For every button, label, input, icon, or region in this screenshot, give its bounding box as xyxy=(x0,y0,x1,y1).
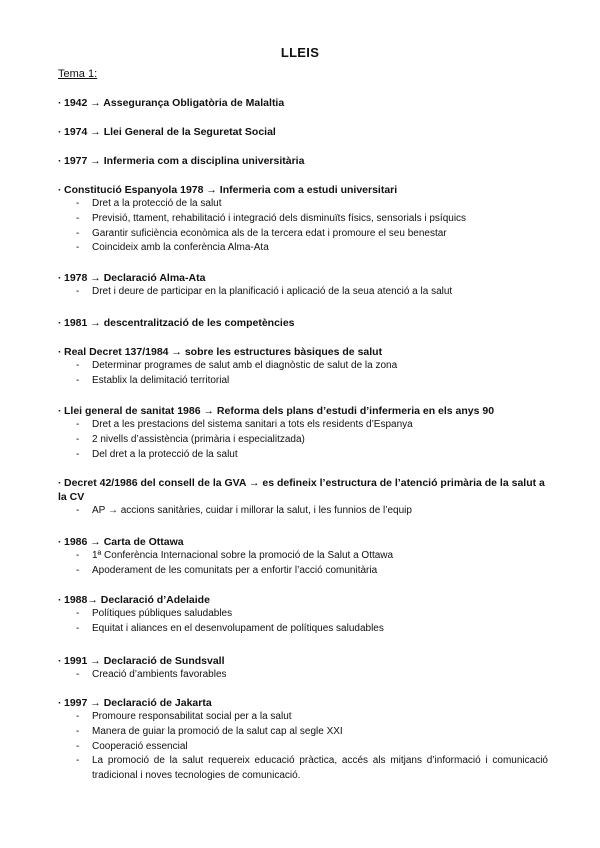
list-item: - Dret a la protecció de la salut xyxy=(58,197,548,212)
list-item: - Polítiques públiques saludables xyxy=(58,607,548,622)
law-section xyxy=(58,271,548,300)
law-section xyxy=(58,654,548,683)
law-section xyxy=(58,476,548,519)
law-section xyxy=(58,593,548,637)
law-heading: · 1981 → descentralització de les competències xyxy=(58,317,295,329)
law-section xyxy=(58,345,548,389)
law-heading: · Constitució Espanyola 1978 → Infermeria com a estudi universitari xyxy=(58,184,398,196)
dash-icon: - xyxy=(76,360,80,371)
bullet-icon: · xyxy=(58,346,62,358)
bullet-icon: · xyxy=(58,405,62,417)
law-section xyxy=(58,154,548,168)
bullet-icon: · xyxy=(58,184,62,196)
dash-icon: - xyxy=(76,433,80,445)
bullet-icon: · xyxy=(58,317,62,329)
list-item: - Dret a les prestacions del sistema sanitari a tots els residents d’Espanya xyxy=(58,418,548,433)
dash-icon: - xyxy=(76,212,80,224)
dash-icon: - xyxy=(76,374,80,386)
dash-icon: - xyxy=(76,608,80,619)
bullet-icon: · xyxy=(58,155,62,167)
dash-icon: - xyxy=(76,227,80,239)
dash-icon: - xyxy=(76,242,80,254)
list-item: - Dret i deure de participar en la planificació i aplicació de la seua atenció a la salut xyxy=(58,285,548,300)
dash-icon: - xyxy=(76,622,80,634)
bullet-icon: · xyxy=(58,126,62,138)
list-item: - Manera de guiar la promoció de la salut cap al segle XXI xyxy=(58,725,548,740)
dash-icon: - xyxy=(76,419,80,430)
law-section xyxy=(58,183,548,256)
law-section xyxy=(58,316,548,330)
law-heading: · Real Decret 137/1984 → sobre les estructures bàsiques de salut xyxy=(58,346,383,358)
law-section xyxy=(58,125,548,139)
dash-icon: - xyxy=(76,740,80,752)
law-heading: · 1991 → Declaració de Sundsvall xyxy=(58,655,225,667)
bullet-icon: · xyxy=(58,594,62,606)
list-item: - Apoderament de les comunitats per a enfortir l’acció comunitària xyxy=(58,564,548,579)
dash-icon: - xyxy=(76,505,80,516)
law-section xyxy=(58,696,548,784)
list-item: - Equitat i aliances en el desenvolupament de polítiques saludables xyxy=(58,622,548,637)
bullet-icon: · xyxy=(58,655,62,667)
law-heading: · Decret 42/1986 del consell de la GVA → es defineix l’estructura de l’atenció primària de la salut a la CV xyxy=(58,477,545,503)
law-section xyxy=(58,96,548,110)
dash-icon: - xyxy=(76,564,80,576)
list-item: - 1ª Conferència Internacional sobre la promoció de la Salut a Ottawa xyxy=(58,549,548,564)
list-item: - Garantir suficiència econòmica als de la tercera edat i promoure el seu benestar xyxy=(58,227,548,242)
law-section xyxy=(58,404,548,462)
dash-icon: - xyxy=(76,711,80,722)
dash-icon: - xyxy=(76,550,80,561)
list-item: - Establix la delimitació territorial xyxy=(58,374,548,389)
bullet-icon: · xyxy=(58,272,62,284)
list-item: - Promoure responsabilitat social per a la salut xyxy=(58,710,548,725)
list-item: - AP → accions sanitàries, cuidar i millorar la salut, i les funnios de l’equip xyxy=(58,504,548,519)
list-item: - Creació d’ambients favorables xyxy=(58,668,548,683)
section-subtitle: Tema 1: xyxy=(58,68,98,80)
law-heading: · 1977 → Infermeria com a disciplina universitària xyxy=(58,155,305,167)
list-item: - 2 nivells d’assistència (primària i especialitzada) xyxy=(58,433,548,448)
list-item: - Previsió, ttament, rehabilitació i integració dels disminuïts físics, sensorials i psíquics xyxy=(58,212,548,227)
bullet-icon: · xyxy=(58,97,62,109)
list-item: - Determinar programes de salut amb el diagnòstic de salut de la zona xyxy=(58,359,548,374)
law-heading: · 1974 → Llei General de la Seguretat Social xyxy=(58,126,276,138)
law-heading: · Llei general de sanitat 1986 → Reforma dels plans d’estudi d’infermeria en els anys 90 xyxy=(58,405,495,417)
dash-icon: - xyxy=(76,448,80,460)
law-heading: · 1986 → Carta de Ottawa xyxy=(58,536,184,548)
bullet-icon: · xyxy=(58,697,62,709)
dash-icon: - xyxy=(76,725,80,737)
bullet-icon: · xyxy=(58,477,62,489)
page-title: LLEIS xyxy=(280,45,320,60)
law-section xyxy=(58,535,548,579)
dash-icon: - xyxy=(76,286,80,297)
list-item: - La promoció de la salut requereix educació pràctica, accés als mitjans d’informació i comunicació tradicional i noves tecnologies de comunicació. xyxy=(76,755,548,782)
law-heading: · 1988→ Declaració d’Adelaide xyxy=(58,594,210,606)
list-item: - Coincideix amb la conferència Alma-Ata xyxy=(58,241,548,256)
list-item: - Del dret a la protecció de la salut xyxy=(58,448,548,463)
bullet-icon: · xyxy=(58,536,62,548)
law-heading: · 1978 → Declaració Alma-Ata xyxy=(58,272,206,284)
dash-icon: - xyxy=(76,198,80,209)
dash-icon: - xyxy=(76,669,80,680)
law-heading: · 1997 → Declaració de Jakarta xyxy=(58,697,212,709)
list-item: - Cooperació essencial xyxy=(58,740,548,755)
law-heading: · 1942 → Assegurança Obligatòria de Malaltia xyxy=(58,97,285,109)
dash-icon: - xyxy=(76,755,80,767)
